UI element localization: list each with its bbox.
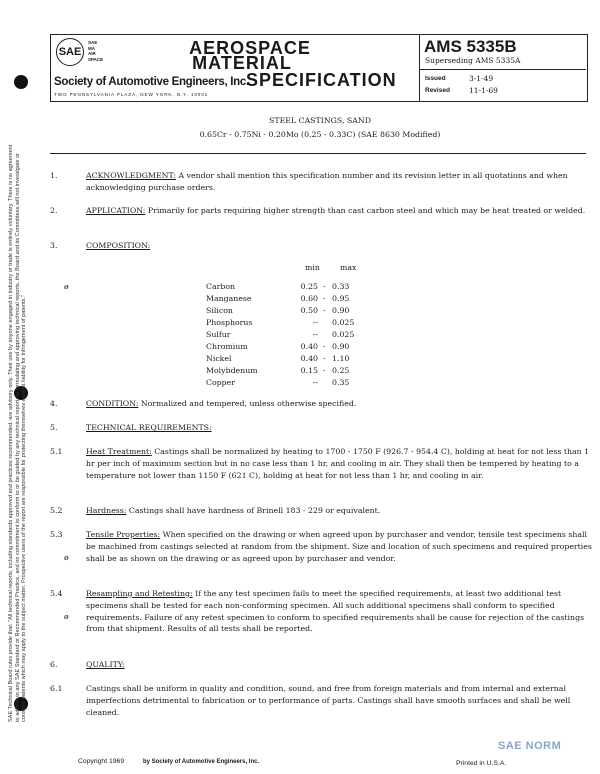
- composition-element: Nickel: [206, 354, 232, 363]
- composition-element: Carbon: [206, 282, 236, 291]
- printed-in: Printed in U.S.A.: [456, 760, 507, 767]
- revised-date: 11-1-69: [469, 86, 498, 95]
- composition-min: 0.60: [300, 294, 318, 303]
- section-text: Castings shall be normalized by heating to 1700 - 1750 F (926.7 - 954.4 C), holding at heat for not less than 1 hr per inch of maximum section but in no case less than 1 hr, and cooling in air. They shall then be tempered by heating to a temperature not lower than 1150 F (621 C), holding at heat for not less than 1 hr, and cooling in air.: [86, 447, 590, 480]
- composition-min: 0.15: [300, 366, 318, 375]
- composition-max: 0.25: [332, 366, 350, 375]
- section-title: Heat Treatment:: [86, 447, 152, 456]
- sae-logo: SAE: [56, 38, 84, 66]
- section-number: 2.: [50, 206, 58, 215]
- revision-mark: ø: [64, 282, 69, 291]
- doc-title-aerospace: AEROSPACE: [189, 38, 311, 58]
- section-title: CONDITION:: [86, 399, 139, 408]
- society-address: TWO PENNSYLVANIA PLAZA, NEW YORK, N.Y. 10001: [54, 92, 209, 97]
- range-dash: -: [323, 366, 326, 375]
- logo-caption-line: SAE: [88, 40, 98, 45]
- composition-min-header: min: [305, 263, 320, 272]
- composition-row: [200, 366, 380, 378]
- composition-element: Sulfur: [206, 330, 231, 339]
- issued-label: Issued: [425, 75, 446, 82]
- composition-min: 0.50: [300, 306, 318, 315]
- composition-element: Copper: [206, 378, 235, 387]
- composition-min: 0.40: [300, 342, 318, 351]
- ams-number: AMS 5335B: [424, 37, 517, 56]
- section-title: QUALITY:: [86, 660, 125, 669]
- composition-min: 0.25: [300, 282, 318, 291]
- range-dash: -: [323, 294, 326, 303]
- section-number: 5.: [50, 423, 58, 432]
- composition-row: [200, 330, 380, 342]
- section-number: 3.: [50, 241, 58, 250]
- composition-max: 1.10: [332, 354, 350, 363]
- composition-element: Molybdenum: [206, 366, 258, 375]
- section-number: 6.1: [50, 684, 63, 693]
- composition-row: [200, 306, 380, 318]
- section-number: 5.1: [50, 447, 63, 456]
- revision-mark: ø: [64, 553, 69, 562]
- composition-row: [200, 378, 380, 390]
- section-number: 5.4: [50, 589, 63, 598]
- composition-row: [200, 318, 380, 330]
- section-number: 1.: [50, 171, 58, 180]
- society-name: Society of Automotive Engineers, Inc.: [54, 76, 249, 88]
- section-text: A vendor shall mention this specification number and its revision letter in all quotations and when acknowledging purchase orders.: [86, 171, 568, 192]
- composition-min: 0.40: [300, 354, 318, 363]
- composition-min: --: [312, 318, 318, 327]
- composition-max: 0.95: [332, 294, 350, 303]
- binder-hole-top: [14, 75, 28, 89]
- range-dash: -: [323, 342, 326, 351]
- composition-max: 0.90: [332, 342, 350, 351]
- title-rule: [50, 153, 586, 154]
- section-text: Castings shall have hardness of Brinell 183 - 229 or equivalent.: [126, 506, 381, 515]
- composition-max: 0.90: [332, 306, 350, 315]
- superseding-note: Superseding AMS 5335A: [425, 56, 521, 65]
- section-text: If the any test specimen fails to meet the specified requirements, at least two additional test specimens shall be tested for each non-conforming specimen. All such additional specimens shall conform to specified requirements. Failure of any retest specimen to conform to specified requirements shall be cause for rejection of the castings from that shipment. Results of all tests shall be reported.: [86, 589, 585, 634]
- doc-title-specification: SPECIFICATION: [246, 70, 397, 90]
- section-title: TECHNICAL REQUIREMENTS:: [86, 423, 212, 432]
- section-title: Hardness:: [86, 506, 127, 515]
- technical-board-disclaimer: SAE Technical Board rules provide that: "All technical reports, including standards approved and practices recommended, are advisory only. Their use by anyone engaged in industry or trade is entirely voluntary. There is no agreement to adhere to any SAE Standard or Recommended Practice, and no commitment to conform to or be guided by any technical report. In formulating and approving technical reports, the Board and its Committees will not investigate or consider patents which may apply to the subject matter. Prospective users of the report are responsible for protecting themselves against liability for infringement of patents.": [8, 144, 28, 722]
- material-composition-line: 0.65Cr - 0.75Ni - 0.20Mo (0.25 - 0.33C) (SAE 8630 Modified): [199, 130, 441, 139]
- range-dash: -: [323, 354, 326, 363]
- composition-element: Chromium: [206, 342, 248, 351]
- composition-min: --: [312, 330, 318, 339]
- section-number: 5.3: [50, 530, 63, 539]
- section-text: When specified on the drawing or when agreed upon by purchaser and vendor, tensile test specimens shall be machined from castings selected at random from the shipment. Size and location of such specimens and required properties shall be as shown on the drawing or as agreed upon by purchaser and vendor.: [86, 530, 592, 563]
- composition-max: 0.35: [332, 378, 350, 387]
- composition-row: [200, 342, 380, 354]
- composition-max: 0.33: [332, 282, 350, 291]
- composition-element: Silicon: [206, 306, 233, 315]
- logo-caption-line: SPACE: [88, 56, 104, 62]
- material-title: STEEL CASTINGS, SAND: [269, 116, 371, 125]
- section-title: Resampling and Retesting:: [86, 589, 193, 598]
- composition-max: 0.025: [332, 318, 355, 327]
- composition-element: Phosphorus: [206, 318, 253, 327]
- copyright: Copyright 1969: [78, 758, 125, 765]
- range-dash: -: [323, 282, 326, 291]
- range-dash: -: [323, 306, 326, 315]
- composition-row: [200, 354, 380, 366]
- section-text: Castings shall be uniform in quality and condition, sound, and free from foreign materials and from internal and external imperfections detrimental to fabrication or to performance of parts. Castings shall have smooth surfaces and shall be well cleaned.: [86, 684, 571, 717]
- section-number: 5.2: [50, 506, 63, 515]
- composition-min: --: [312, 378, 318, 387]
- composition-element: Manganese: [206, 294, 252, 303]
- logo-caption-line: AIR: [88, 51, 96, 57]
- section-title: APPLICATION:: [86, 206, 146, 215]
- section-number: 6.: [50, 660, 58, 669]
- section-text: Normalized and tempered, unless otherwise specified.: [138, 399, 357, 408]
- header-divider-horizontal: [419, 69, 586, 70]
- logo-caption: [88, 40, 103, 62]
- composition-max-header: max: [340, 263, 357, 272]
- header-divider-vertical: [419, 34, 420, 102]
- revision-mark: ø: [64, 612, 69, 621]
- section-title: ACKNOWLEDGMENT:: [86, 171, 177, 180]
- section-text: Primarily for parts requiring higher strength than cast carbon steel and which may be heat treated or welded.: [145, 206, 586, 215]
- composition-row: [200, 282, 380, 294]
- logo-caption-line: MA: [88, 45, 95, 51]
- doc-title-material: MATERIAL: [192, 53, 292, 73]
- composition-row: [200, 294, 380, 306]
- sae-norm-watermark: SAE NORM: [498, 740, 562, 752]
- section-title: COMPOSITION:: [86, 241, 151, 250]
- section-number: 4.: [50, 399, 58, 408]
- copyright-society: by Society of Automotive Engineers, Inc.: [143, 759, 260, 765]
- section-title: Tensile Properties:: [86, 530, 161, 539]
- issued-date: 3-1-49: [469, 74, 494, 83]
- revised-label: Revised: [425, 87, 450, 94]
- composition-max: 0.025: [332, 330, 355, 339]
